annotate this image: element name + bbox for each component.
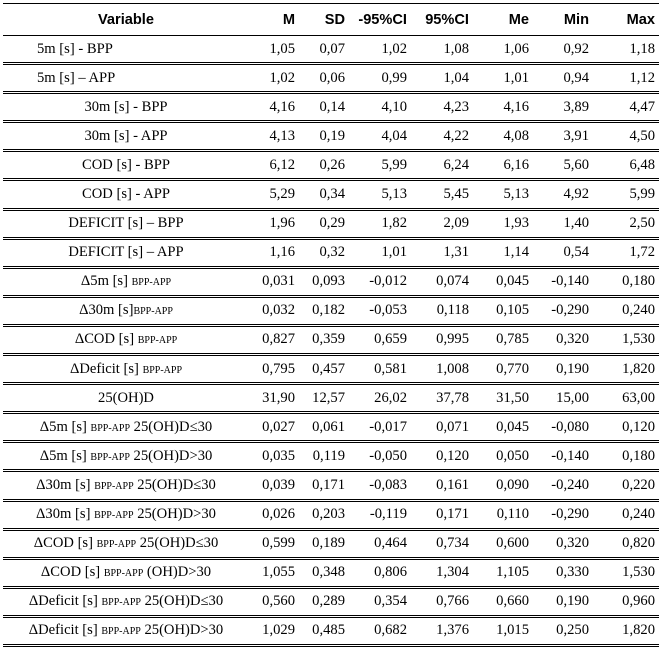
cell-upper-ci: 0,995 xyxy=(411,325,473,354)
table-row xyxy=(3,93,659,122)
cell-sd: 12,57 xyxy=(299,384,349,413)
cell-median: 1,93 xyxy=(473,209,533,238)
table-row xyxy=(3,325,659,354)
variable-name: 30m [s] - APP xyxy=(84,127,168,144)
cell-lower-ci: -0,119 xyxy=(349,500,411,529)
table-row xyxy=(3,529,659,558)
cell-max: 1,820 xyxy=(593,616,659,645)
cell-median: 5,13 xyxy=(473,180,533,209)
cell-mean: 4,13 xyxy=(249,122,299,151)
cell-max: 0,820 xyxy=(593,529,659,558)
table-row xyxy=(3,413,659,442)
cell-upper-ci: 0,766 xyxy=(411,587,473,616)
cell-max: 63,00 xyxy=(593,384,659,413)
cell-mean: 4,16 xyxy=(249,93,299,122)
cell-lower-ci: 4,10 xyxy=(349,93,411,122)
header-sd: SD xyxy=(299,4,349,36)
cell-max: 0,220 xyxy=(593,471,659,500)
cell-min: 1,40 xyxy=(533,209,593,238)
cell-upper-ci: 4,22 xyxy=(411,122,473,151)
variable-name: Δ30m [s] xyxy=(36,506,95,523)
cell-sd: 0,07 xyxy=(299,36,349,64)
cell-median: 1,015 xyxy=(473,616,533,645)
row-variable-label xyxy=(3,558,249,587)
row-variable-label xyxy=(3,93,249,122)
cell-lower-ci: -0,050 xyxy=(349,442,411,471)
table-row xyxy=(3,36,659,64)
header-min: Min xyxy=(533,4,593,36)
header-mean: M xyxy=(249,4,299,36)
cell-lower-ci: 1,01 xyxy=(349,238,411,267)
cell-upper-ci: 1,008 xyxy=(411,355,473,384)
cell-min: 0,330 xyxy=(533,558,593,587)
cell-lower-ci: -0,083 xyxy=(349,471,411,500)
cell-max: 0,180 xyxy=(593,442,659,471)
variable-name: ΔCOD [s] xyxy=(33,535,97,552)
row-variable-label xyxy=(3,442,249,471)
variable-name: Δ5m [s] xyxy=(80,273,132,290)
cell-sd: 0,29 xyxy=(299,209,349,238)
cell-median: 1,06 xyxy=(473,36,533,64)
cell-lower-ci: -0,053 xyxy=(349,296,411,325)
row-variable-label xyxy=(3,36,249,64)
variable-name: Δ5m [s] xyxy=(39,447,91,464)
cell-mean: 0,026 xyxy=(249,500,299,529)
cell-min: 0,94 xyxy=(533,64,593,93)
variable-name: DEFICIT [s] – BPP xyxy=(68,215,184,232)
cell-sd: 0,06 xyxy=(299,64,349,93)
cell-mean: 1,055 xyxy=(249,558,299,587)
variable-name: 5m [s] – APP xyxy=(37,69,116,86)
variable-group: 25(OH)D≤30 xyxy=(130,418,213,435)
row-variable-label xyxy=(3,500,249,529)
cell-max: 0,960 xyxy=(593,587,659,616)
cell-sd: 0,289 xyxy=(299,587,349,616)
cell-mean: 1,02 xyxy=(249,64,299,93)
row-variable-label xyxy=(3,384,249,413)
cell-upper-ci: 2,09 xyxy=(411,209,473,238)
variable-group: 25(OH)D>30 xyxy=(129,447,213,464)
variable-group: 25(OH)D>30 xyxy=(133,506,216,523)
variable-name: ΔCOD [s] xyxy=(74,331,138,348)
variable-subscript: BPP-APP xyxy=(94,480,134,492)
table-row xyxy=(3,296,659,325)
cell-min: -0,080 xyxy=(533,413,593,442)
variable-subscript: BPP-APP xyxy=(131,277,172,289)
cell-mean: 0,032 xyxy=(249,296,299,325)
table-row xyxy=(3,64,659,93)
variable-name: COD [s] - BPP xyxy=(82,156,170,173)
cell-max: 1,530 xyxy=(593,325,659,354)
row-variable-label xyxy=(3,325,249,354)
cell-lower-ci: 26,02 xyxy=(349,384,411,413)
cell-upper-ci: 0,171 xyxy=(411,500,473,529)
cell-sd: 0,19 xyxy=(299,122,349,151)
variable-subscript: BPP-APP xyxy=(90,422,130,434)
cell-sd: 0,26 xyxy=(299,151,349,180)
cell-mean: 6,12 xyxy=(249,151,299,180)
variable-name: ΔCOD [s] xyxy=(40,564,104,581)
cell-lower-ci: 0,682 xyxy=(349,616,411,645)
cell-median: 0,105 xyxy=(473,296,533,325)
cell-lower-ci: 1,02 xyxy=(349,36,411,64)
variable-subscript: BPP-APP xyxy=(101,626,141,638)
cell-max: 4,50 xyxy=(593,122,659,151)
cell-sd: 0,457 xyxy=(299,355,349,384)
cell-mean: 1,029 xyxy=(249,616,299,645)
cell-median: 0,770 xyxy=(473,355,533,384)
cell-median: 0,045 xyxy=(473,413,533,442)
cell-sd: 0,348 xyxy=(299,558,349,587)
cell-min: -0,290 xyxy=(533,296,593,325)
cell-lower-ci: 0,659 xyxy=(349,325,411,354)
variable-name: DEFICIT [s] – APP xyxy=(68,244,184,261)
cell-lower-ci: 0,806 xyxy=(349,558,411,587)
header-median: Me xyxy=(473,4,533,36)
row-variable-label xyxy=(3,267,249,296)
cell-mean: 0,827 xyxy=(249,325,299,354)
cell-min: -0,140 xyxy=(533,267,593,296)
cell-min: -0,290 xyxy=(533,500,593,529)
header-lower-ci: -95%CI xyxy=(349,4,411,36)
cell-max: 1,12 xyxy=(593,64,659,93)
cell-mean: 31,90 xyxy=(249,384,299,413)
cell-sd: 0,093 xyxy=(299,267,349,296)
cell-upper-ci: 0,074 xyxy=(411,267,473,296)
cell-min: 0,92 xyxy=(533,36,593,64)
cell-upper-ci: 0,071 xyxy=(411,413,473,442)
cell-median: 4,08 xyxy=(473,122,533,151)
variable-group: (OH)D>30 xyxy=(143,564,212,581)
table-row xyxy=(3,209,659,238)
cell-mean: 0,039 xyxy=(249,471,299,500)
cell-upper-ci: 6,24 xyxy=(411,151,473,180)
cell-median: 31,50 xyxy=(473,384,533,413)
cell-upper-ci: 1,304 xyxy=(411,558,473,587)
cell-max: 4,47 xyxy=(593,93,659,122)
variable-name: ΔDeficit [s] xyxy=(28,593,102,610)
cell-mean: 0,035 xyxy=(249,442,299,471)
row-variable-label xyxy=(3,238,249,267)
statistics-table xyxy=(3,3,659,647)
table-row xyxy=(3,180,659,209)
variable-name: ΔDeficit [s] xyxy=(69,360,143,377)
cell-mean: 0,795 xyxy=(249,355,299,384)
cell-lower-ci: 0,581 xyxy=(349,355,411,384)
variable-name: Δ5m [s] xyxy=(39,418,91,435)
cell-lower-ci: -0,017 xyxy=(349,413,411,442)
row-variable-label xyxy=(3,209,249,238)
cell-sd: 0,203 xyxy=(299,500,349,529)
cell-lower-ci: 1,82 xyxy=(349,209,411,238)
table-row xyxy=(3,384,659,413)
cell-upper-ci: 1,376 xyxy=(411,616,473,645)
cell-median: 4,16 xyxy=(473,93,533,122)
cell-sd: 0,182 xyxy=(299,296,349,325)
cell-upper-ci: 0,118 xyxy=(411,296,473,325)
cell-sd: 0,359 xyxy=(299,325,349,354)
cell-mean: 1,96 xyxy=(249,209,299,238)
cell-sd: 0,119 xyxy=(299,442,349,471)
variable-subscript: BPP-APP xyxy=(101,597,141,609)
row-variable-label xyxy=(3,296,249,325)
cell-mean: 1,16 xyxy=(249,238,299,267)
cell-sd: 0,485 xyxy=(299,616,349,645)
cell-lower-ci: 0,354 xyxy=(349,587,411,616)
cell-lower-ci: -0,012 xyxy=(349,267,411,296)
table-row xyxy=(3,442,659,471)
cell-min: 0,250 xyxy=(533,616,593,645)
cell-sd: 0,189 xyxy=(299,529,349,558)
cell-min: -0,240 xyxy=(533,471,593,500)
variable-group: 25(OH)D≤30 xyxy=(133,476,216,493)
cell-mean: 0,560 xyxy=(249,587,299,616)
cell-lower-ci: 5,99 xyxy=(349,151,411,180)
cell-lower-ci: 5,13 xyxy=(349,180,411,209)
row-variable-label xyxy=(3,122,249,151)
row-variable-label xyxy=(3,180,249,209)
variable-subscript: BPP-APP xyxy=(137,335,178,347)
header-max: Max xyxy=(593,4,659,36)
row-variable-label xyxy=(3,64,249,93)
cell-max: 0,180 xyxy=(593,267,659,296)
table-row xyxy=(3,500,659,529)
cell-max: 0,240 xyxy=(593,296,659,325)
cell-max: 0,240 xyxy=(593,500,659,529)
cell-upper-ci: 5,45 xyxy=(411,180,473,209)
cell-upper-ci: 0,120 xyxy=(411,442,473,471)
cell-upper-ci: 0,161 xyxy=(411,471,473,500)
cell-mean: 1,05 xyxy=(249,36,299,64)
cell-median: 0,785 xyxy=(473,325,533,354)
cell-sd: 0,171 xyxy=(299,471,349,500)
cell-min: 5,60 xyxy=(533,151,593,180)
cell-min: 0,320 xyxy=(533,529,593,558)
variable-name: Δ30m [s] xyxy=(36,476,95,493)
header-upper-ci: 95%CI xyxy=(411,4,473,36)
cell-upper-ci: 37,78 xyxy=(411,384,473,413)
table-row xyxy=(3,558,659,587)
cell-mean: 0,599 xyxy=(249,529,299,558)
variable-name: 5m [s] - BPP xyxy=(37,40,113,57)
variable-group: 25(OH)D>30 xyxy=(140,622,224,639)
cell-median: 0,110 xyxy=(473,500,533,529)
cell-min: 0,190 xyxy=(533,355,593,384)
cell-median: 0,600 xyxy=(473,529,533,558)
row-variable-label xyxy=(3,587,249,616)
variable-subscript: BPP-APP xyxy=(133,306,173,318)
variable-name: 25(OH)D xyxy=(98,389,154,406)
table-row xyxy=(3,471,659,500)
row-variable-label xyxy=(3,471,249,500)
cell-lower-ci: 0,99 xyxy=(349,64,411,93)
cell-sd: 0,061 xyxy=(299,413,349,442)
variable-subscript: BPP-APP xyxy=(90,451,130,463)
cell-sd: 0,34 xyxy=(299,180,349,209)
variable-subscript: BPP-APP xyxy=(94,510,134,522)
variable-group: 25(OH)D≤30 xyxy=(140,593,224,610)
row-variable-label xyxy=(3,616,249,645)
variable-subscript: BPP-APP xyxy=(103,568,144,580)
cell-min: 0,320 xyxy=(533,325,593,354)
cell-max: 1,18 xyxy=(593,36,659,64)
row-variable-label xyxy=(3,355,249,384)
cell-upper-ci: 0,734 xyxy=(411,529,473,558)
row-variable-label xyxy=(3,413,249,442)
table-row xyxy=(3,267,659,296)
cell-median: 0,090 xyxy=(473,471,533,500)
cell-max: 6,48 xyxy=(593,151,659,180)
cell-min: 0,54 xyxy=(533,238,593,267)
cell-median: 1,01 xyxy=(473,64,533,93)
cell-min: 0,190 xyxy=(533,587,593,616)
cell-mean: 0,031 xyxy=(249,267,299,296)
cell-max: 0,120 xyxy=(593,413,659,442)
variable-name: COD [s] - APP xyxy=(82,186,170,203)
row-variable-label xyxy=(3,151,249,180)
cell-mean: 5,29 xyxy=(249,180,299,209)
cell-sd: 0,14 xyxy=(299,93,349,122)
variable-name: Δ30m [s] xyxy=(79,302,134,319)
cell-max: 1,72 xyxy=(593,238,659,267)
cell-max: 2,50 xyxy=(593,209,659,238)
variable-subscript: BPP-APP xyxy=(96,539,137,551)
cell-median: 0,045 xyxy=(473,267,533,296)
cell-upper-ci: 1,31 xyxy=(411,238,473,267)
table-row xyxy=(3,616,659,645)
header-row xyxy=(3,4,659,36)
cell-upper-ci: 1,08 xyxy=(411,36,473,64)
cell-lower-ci: 4,04 xyxy=(349,122,411,151)
table-row xyxy=(3,355,659,384)
cell-upper-ci: 4,23 xyxy=(411,93,473,122)
cell-median: 0,660 xyxy=(473,587,533,616)
row-variable-label xyxy=(3,529,249,558)
table-row xyxy=(3,151,659,180)
cell-min: 3,91 xyxy=(533,122,593,151)
cell-max: 1,820 xyxy=(593,355,659,384)
header-variable: Variable xyxy=(3,4,249,36)
cell-max: 5,99 xyxy=(593,180,659,209)
variable-name: 30m [s] - BPP xyxy=(84,98,168,115)
table-row xyxy=(3,587,659,616)
cell-median: 1,105 xyxy=(473,558,533,587)
cell-min: 3,89 xyxy=(533,93,593,122)
cell-min: 15,00 xyxy=(533,384,593,413)
cell-sd: 0,32 xyxy=(299,238,349,267)
cell-lower-ci: 0,464 xyxy=(349,529,411,558)
cell-max: 1,530 xyxy=(593,558,659,587)
cell-median: 6,16 xyxy=(473,151,533,180)
cell-min: 4,92 xyxy=(533,180,593,209)
variable-subscript: BPP-APP xyxy=(142,364,183,376)
cell-median: 1,14 xyxy=(473,238,533,267)
cell-upper-ci: 1,04 xyxy=(411,64,473,93)
table-row xyxy=(3,122,659,151)
variable-group: 25(OH)D≤30 xyxy=(136,535,219,552)
variable-name: ΔDeficit [s] xyxy=(28,622,102,639)
cell-mean: 0,027 xyxy=(249,413,299,442)
cell-median: 0,050 xyxy=(473,442,533,471)
table-row xyxy=(3,238,659,267)
cell-min: -0,140 xyxy=(533,442,593,471)
